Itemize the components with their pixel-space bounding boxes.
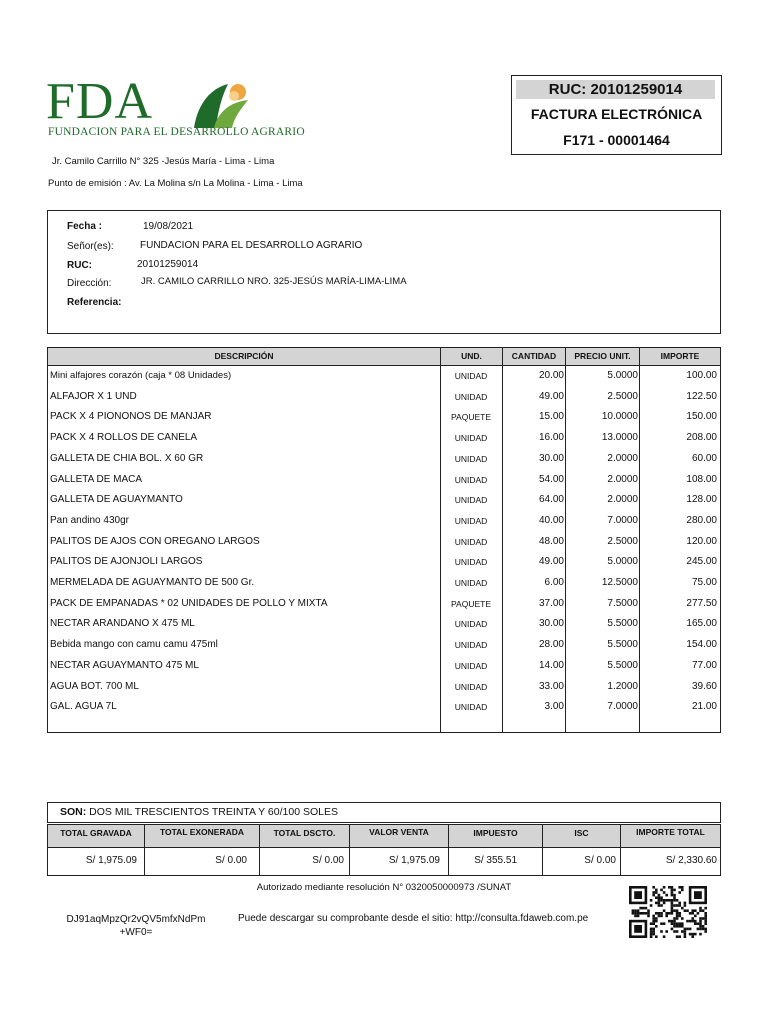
- senor-value: FUNDACION PARA EL DESARROLLO AGRARIO: [140, 240, 363, 251]
- item-unit: UNIDAD: [454, 495, 488, 506]
- item-description: GALLETA DE CHIA BOL. X 60 GR: [50, 452, 204, 464]
- senor-label: Señor(es):: [67, 241, 114, 252]
- item-description: NECTAR ARANDANO X 475 ML: [50, 618, 195, 630]
- item-amount: 154.00: [686, 639, 717, 651]
- item-quantity: 30.00: [538, 618, 564, 630]
- hash-line-1: DJ91aqMpzQr2vQV5mfxNdPm: [66, 914, 206, 925]
- item-unit-price: 2.0000: [607, 473, 638, 485]
- item-description: NECTAR AGUAYMANTO 475 ML: [50, 659, 199, 671]
- table-row: [48, 511, 720, 531]
- invoice-number: F171 - 00001464: [563, 132, 670, 148]
- item-description: PACK DE EMPANADAS * 02 UNIDADES DE POLLO Y MIXTA: [50, 597, 328, 609]
- item-unit: UNIDAD: [454, 371, 488, 381]
- fecha-label: Fecha :: [67, 221, 103, 232]
- impuesto-header: IMPUESTO: [449, 825, 542, 848]
- item-unit-price: 5.0000: [607, 556, 638, 568]
- items-table: [47, 347, 721, 733]
- item-unit: UNIDAD: [454, 681, 488, 692]
- item-description: PALITOS DE AJONJOLI LARGOS: [50, 556, 203, 568]
- item-quantity: 48.00: [538, 535, 564, 547]
- item-quantity: 33.00: [538, 680, 564, 692]
- fecha-value: 19/08/2021: [143, 221, 194, 232]
- item-amount: 39.60: [691, 680, 717, 692]
- item-quantity: 64.00: [538, 494, 564, 506]
- item-unit-price: 2.0000: [607, 452, 638, 464]
- totals-table: [47, 824, 721, 876]
- item-unit: UNIDAD: [454, 660, 488, 671]
- table-row: [48, 656, 720, 676]
- item-unit-price: 1.2000: [607, 680, 638, 692]
- item-description: MERMELADA DE AGUAYMANTO DE 500 Gr.: [50, 577, 255, 588]
- table-row: [48, 594, 720, 614]
- item-description: PALITOS DE AJOS CON OREGANO LARGOS: [50, 535, 260, 547]
- total-gravada-value: S/ 1,975.09: [85, 855, 137, 866]
- table-row: [48, 697, 720, 717]
- table-row: [48, 677, 720, 697]
- item-amount: 75.00: [691, 577, 717, 588]
- item-amount: 280.00: [686, 514, 717, 526]
- item-quantity: 40.00: [538, 514, 564, 526]
- item-unit-price: 7.0000: [607, 701, 638, 713]
- item-quantity: 3.00: [544, 701, 564, 713]
- item-quantity: 6.00: [544, 577, 564, 588]
- item-unit: UNIDAD: [454, 640, 488, 651]
- amount-in-words: [47, 802, 721, 823]
- item-quantity: 30.00: [538, 452, 564, 464]
- download-notice: Puede descargar su comprobante desde el sitio: http://consulta.fdaweb.com.pe: [238, 913, 589, 924]
- isc-value: S/ 0.00: [584, 855, 616, 866]
- item-description: Mini alfajores corazón (caja * 08 Unidades): [50, 370, 232, 381]
- total-exonerada-value: S/ 0.00: [215, 855, 247, 866]
- item-amount: 245.00: [686, 556, 717, 568]
- header-importe: IMPORTE: [640, 348, 720, 366]
- item-unit-price: 10.0000: [601, 411, 638, 423]
- impuesto-value: S/ 355.51: [474, 855, 517, 866]
- invoice-id-box: [511, 75, 722, 155]
- item-quantity: 15.00: [538, 411, 564, 423]
- item-quantity: 28.00: [538, 639, 564, 651]
- table-row: [48, 490, 720, 510]
- document-hash: [46, 913, 226, 939]
- item-amount: 165.00: [686, 618, 717, 630]
- item-unit-price: 7.5000: [607, 597, 638, 609]
- item-amount: 77.00: [691, 659, 717, 671]
- item-quantity: 37.00: [538, 597, 564, 609]
- valor-venta-value: S/ 1,975.09: [388, 855, 440, 866]
- item-amount: 21.00: [691, 701, 717, 713]
- item-unit-price: 5.5000: [607, 618, 638, 630]
- item-amount: 60.00: [691, 452, 717, 464]
- item-unit: UNIDAD: [454, 474, 488, 485]
- table-row: [48, 449, 720, 469]
- item-quantity: 14.00: [538, 659, 564, 671]
- table-row: [48, 552, 720, 572]
- item-unit-price: 13.0000: [601, 432, 638, 444]
- total-exonerada-header: TOTAL EXONERADA: [145, 825, 259, 848]
- referencia-label: Referencia:: [67, 297, 122, 308]
- item-unit: PAQUETE: [451, 412, 491, 423]
- item-amount: 128.00: [686, 494, 717, 506]
- item-unit: UNIDAD: [454, 702, 488, 713]
- ruc-label: RUC:: [67, 260, 92, 271]
- total-dscto-value: S/ 0.00: [312, 855, 344, 866]
- item-unit: UNIDAD: [454, 515, 488, 526]
- item-amount: 108.00: [686, 473, 717, 485]
- company-logo: [46, 73, 305, 138]
- importe-total-value: S/ 2,330.60: [665, 855, 717, 866]
- total-dscto-header: TOTAL DSCTO.: [260, 825, 349, 848]
- sunat-authorization: Autorizado mediante resolución N° 0320050000973 /SUNAT: [256, 882, 512, 893]
- item-unit-price: 5.5000: [607, 659, 638, 671]
- direccion-value: JR. CAMILO CARRILLO NRO. 325-JESÚS MARÍA-LIMA-LIMA: [141, 276, 407, 287]
- table-row: [48, 532, 720, 552]
- son-label: SON:: [60, 806, 87, 818]
- table-row: [48, 470, 720, 490]
- importe-total-header: IMPORTE TOTAL: [621, 825, 720, 848]
- company-address: Jr. Camilo Carrillo N° 325 -Jesús María - Lima - Lima: [52, 156, 275, 167]
- item-unit: UNIDAD: [454, 536, 488, 547]
- emission-point: Punto de emisión : Av. La Molina s/n La Molina - Lima - Lima: [48, 178, 303, 189]
- item-description: PACK X 4 PIONONOS DE MANJAR: [50, 411, 212, 423]
- item-unit: UNIDAD: [454, 453, 488, 464]
- item-unit-price: 5.0000: [607, 370, 638, 381]
- item-quantity: 16.00: [538, 432, 564, 444]
- item-unit: UNIDAD: [454, 619, 488, 630]
- qr-code-icon: [629, 886, 708, 939]
- item-quantity: 54.00: [538, 473, 564, 485]
- table-row: [48, 614, 720, 634]
- item-description: ALFAJOR X 1 UND: [50, 390, 137, 402]
- item-unit-price: 2.5000: [607, 390, 638, 402]
- item-amount: 120.00: [686, 535, 717, 547]
- item-unit-price: 12.5000: [601, 577, 638, 588]
- item-unit-price: 7.0000: [607, 514, 638, 526]
- item-unit: UNIDAD: [454, 578, 488, 588]
- logo-leaf-icon: [188, 82, 252, 128]
- table-row: [48, 573, 720, 593]
- direccion-label: Dirección:: [67, 278, 112, 289]
- table-row: [48, 366, 720, 386]
- item-amount: 208.00: [686, 432, 717, 444]
- item-amount: 277.50: [686, 597, 717, 609]
- header-precio-unit: PRECIO UNIT.: [566, 348, 639, 366]
- table-row: [48, 635, 720, 655]
- header-und: UND.: [441, 348, 502, 366]
- item-amount: 150.00: [686, 411, 717, 423]
- header-descripcion: DESCRIPCIÓN: [48, 348, 440, 366]
- item-quantity: 49.00: [538, 390, 564, 402]
- table-row: [48, 407, 720, 427]
- ruc-value: 20101259014: [137, 259, 199, 270]
- hash-line-2: +WF0=: [119, 927, 153, 938]
- item-unit-price: 2.0000: [607, 494, 638, 506]
- client-info-box: [47, 210, 721, 334]
- valor-venta-header: VALOR VENTA: [350, 825, 448, 848]
- item-description: GALLETA DE AGUAYMANTO: [50, 494, 183, 506]
- logo-letters: FDA: [46, 73, 154, 130]
- item-unit-price: 5.5000: [607, 639, 638, 651]
- table-row: [48, 428, 720, 448]
- item-unit-price: 2.5000: [607, 535, 638, 547]
- invoice-ruc: RUC: 20101259014: [516, 80, 715, 99]
- item-description: Bebida mango con camu camu 475ml: [50, 639, 218, 651]
- item-description: PACK X 4 ROLLOS DE CANELA: [50, 432, 198, 444]
- total-gravada-header: TOTAL GRAVADA: [48, 825, 144, 848]
- item-unit: UNIDAD: [454, 557, 488, 568]
- item-quantity: 49.00: [538, 556, 564, 568]
- item-description: GALLETA DE MACA: [50, 473, 143, 485]
- item-quantity: 20.00: [538, 370, 564, 381]
- son-text: DOS MIL TRESCIENTOS TREINTA Y 60/100 SOLES: [89, 806, 338, 818]
- invoice-type: FACTURA ELECTRÓNICA: [530, 106, 703, 122]
- item-description: GAL. AGUA 7L: [50, 701, 117, 713]
- item-description: Pan andino 430gr: [50, 514, 129, 526]
- item-unit: PAQUETE: [451, 598, 491, 609]
- item-unit: UNIDAD: [454, 433, 488, 444]
- logo-subtitle: FUNDACION PARA EL DESARROLLO AGRARIO: [48, 126, 305, 138]
- item-amount: 122.50: [686, 390, 717, 402]
- item-unit: UNIDAD: [454, 391, 488, 402]
- header-cantidad: CANTIDAD: [503, 348, 565, 366]
- item-description: AGUA BOT. 700 ML: [50, 680, 139, 692]
- item-amount: 100.00: [686, 370, 717, 381]
- isc-header: ISC: [543, 825, 620, 848]
- table-row: [48, 387, 720, 407]
